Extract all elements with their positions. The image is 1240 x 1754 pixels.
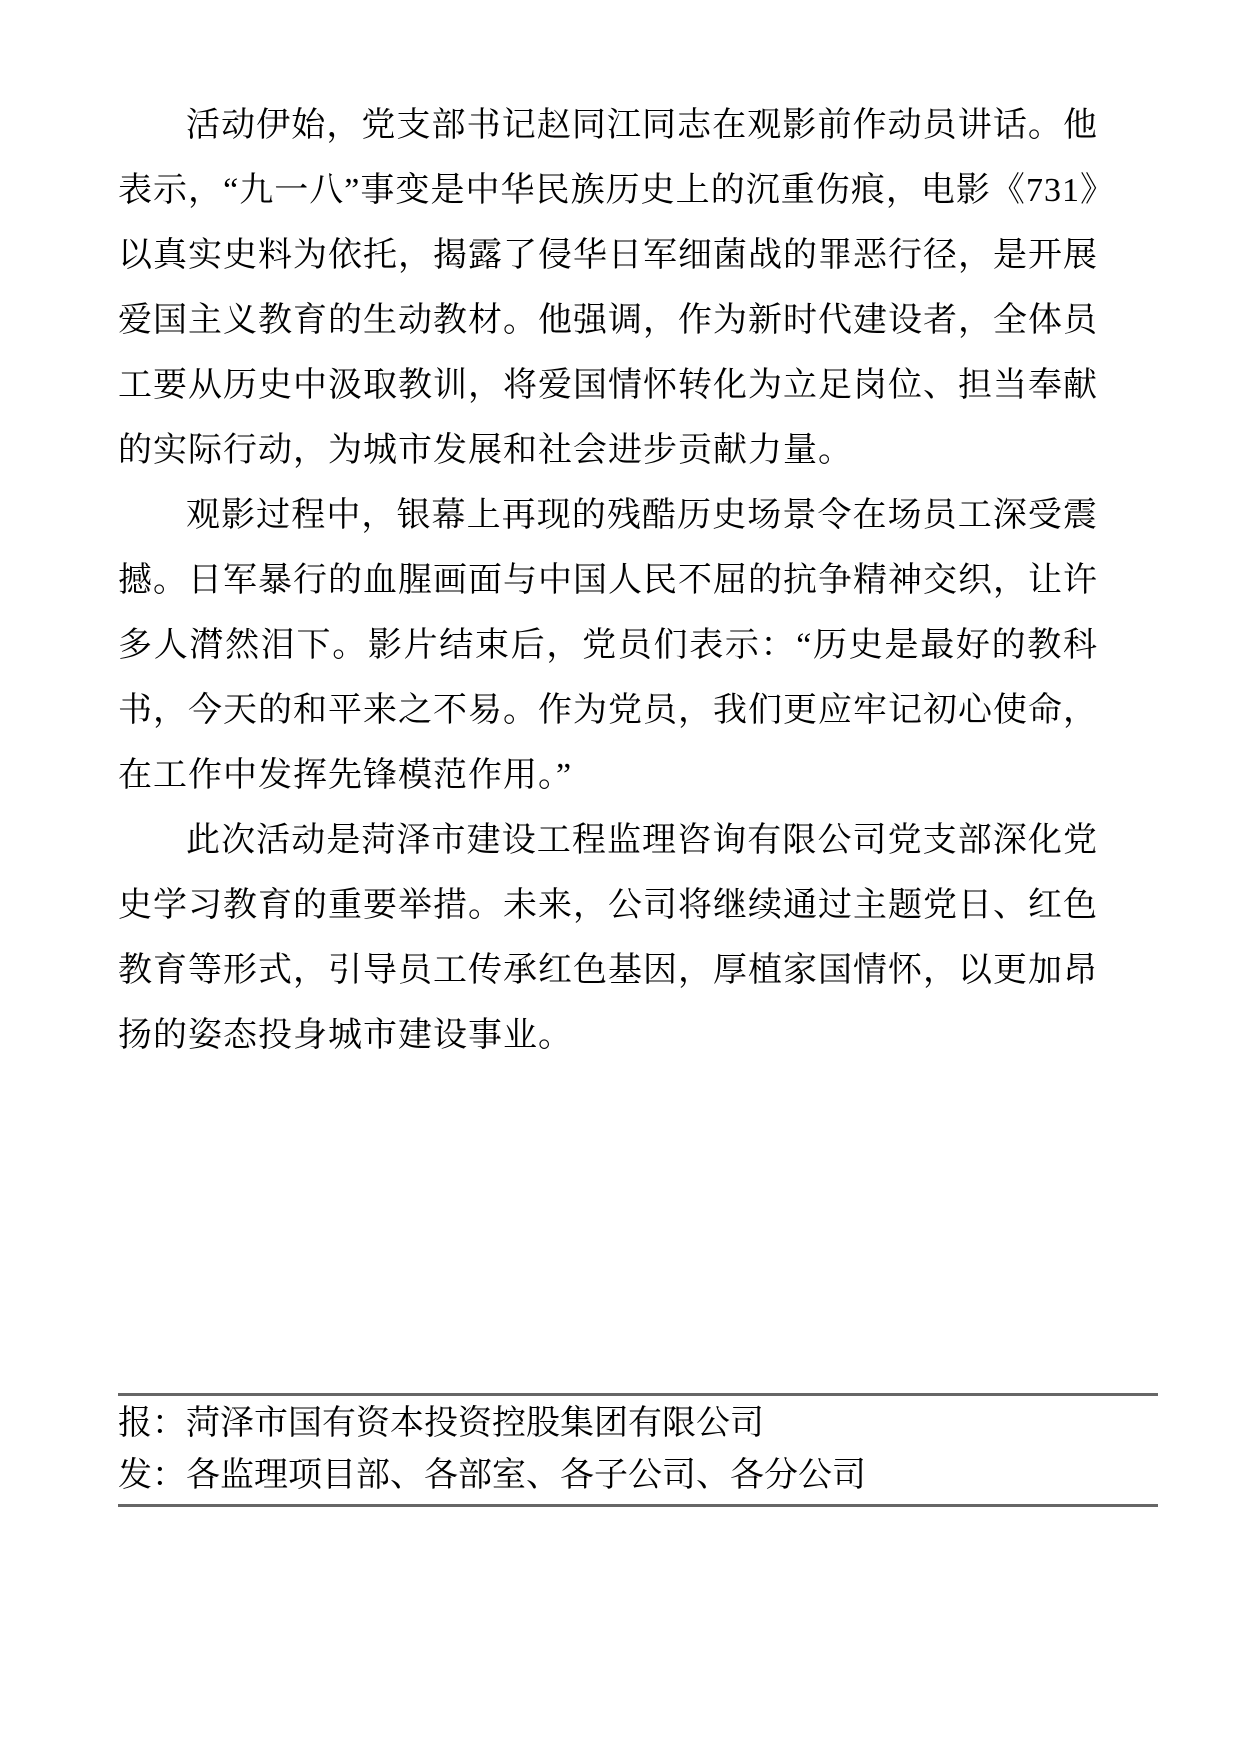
paragraph-opening-remarks: 活动伊始，党支部书记赵同江同志在观影前作动员讲话。他表示，“九一八”事变是中华民族历史上的沉重伤痕，电影《731》以真实史料为依托，揭露了侵华日军细菌战的罪恶行径，是开展爱国主义教育的生动教材。他强调，作为新时代建设者，全体员工要从历史中汲取教训，将爱国情怀转化为立足岗位、担当奉献的实际行动，为城市发展和社会进步贡献力量。 — [118, 107, 1098, 469]
paragraph-screening-reactions: 观影过程中，银幕上再现的残酷历史场景令在场员工深受震撼。日军暴行的血腥画面与中国人民不屈的抗争精神交织，让许多人潸然泪下。影片结束后，党员们表示：“历史是最好的教科书，今天的和平来之不易。作为党员，我们更应牢记初心使命，在工作中发挥先锋模范作用。” — [118, 497, 1098, 794]
document-body — [118, 93, 1098, 1068]
colophon-block — [118, 1393, 1158, 1507]
colophon-bottom-rule — [118, 1504, 1158, 1507]
colophon-lines — [118, 1396, 1158, 1504]
paragraph-closing-summary: 此次活动是菏泽市建设工程监理咨询有限公司党支部深化党史学习教育的重要举措。未来，公司将继续通过主题党日、红色教育等形式，引导员工传承红色基因，厚植家国情怀，以更加昂扬的姿态投身城市建设事业。 — [118, 822, 1098, 1054]
distribution-line: 发：各监理项目部、各部室、各子公司、各分公司 — [118, 1457, 866, 1494]
report-to-line: 报：菏泽市国有资本投资控股集团有限公司 — [118, 1405, 764, 1442]
